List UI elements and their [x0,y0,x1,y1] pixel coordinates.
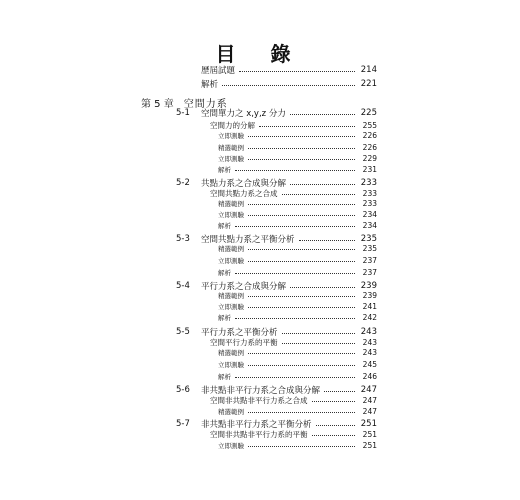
section-number: 5-3 [176,234,190,244]
toc-entry [218,302,377,311]
section-number: 5-4 [176,281,190,291]
page-number: 255 [362,121,377,130]
page-number: 221 [360,79,377,89]
chapter-title: 空間力系 [183,99,228,110]
toc-entry [218,221,377,230]
entry-title: 立即測驗 [218,303,244,311]
dot-leader [248,136,355,137]
toc-entry [218,199,377,208]
entry-title: 空間共點力系之合成 [210,189,278,198]
page-number: 247 [360,385,377,395]
toc-entry [201,78,377,90]
page-number: 243 [362,348,377,357]
toc-entry [218,407,377,416]
dot-leader [312,401,356,402]
toc-entry [218,154,377,163]
entry-title: 歷屆試題 [201,66,236,76]
entry-title: 立即測驗 [218,442,244,450]
toc-entry [210,429,377,440]
dot-leader [324,391,355,392]
page-number: 239 [362,291,377,300]
dot-leader [248,249,355,250]
entry-title: 空間非共點非平行力系的平衡 [210,430,308,439]
page-number: 233 [360,178,377,188]
entry-title: 立即測驗 [218,257,244,265]
entry-title: 精選範例 [218,408,244,416]
toc-entry [218,244,377,253]
entry-title: 平行力系之合成與分解 [201,282,287,292]
toc-entry [210,188,377,199]
entry-title: 非共點非平行力系之平衡分析 [201,420,312,430]
entry-title: 解析 [201,80,219,90]
dot-leader [248,353,355,354]
page-number: 237 [362,268,377,277]
dot-leader [282,194,356,195]
toc-entry [218,441,377,450]
dot-leader [235,226,355,227]
toc-entry [218,291,377,300]
toc-entry [218,268,377,277]
dot-leader [248,215,355,216]
entry-title: 平行力系之平衡分析 [201,328,278,338]
entry-title: 立即測驗 [218,211,244,219]
dot-leader [248,159,355,160]
dot-leader [248,446,355,447]
dot-leader [316,425,355,426]
entry-title: 立即測驗 [218,361,244,369]
page-number: 233 [362,199,377,208]
page-number: 242 [362,313,377,322]
dot-leader [248,307,355,308]
dot-leader [290,114,355,115]
toc-entry [218,165,377,174]
toc-entry [176,107,377,119]
page-number: 247 [362,396,377,405]
section-number: 5-7 [176,419,190,429]
dot-leader [239,71,355,72]
page-number: 251 [362,441,377,450]
section-number: 5-6 [176,385,190,395]
page-number: 243 [362,338,377,347]
entry-title: 立即測驗 [218,155,244,163]
page-number: 239 [360,281,377,291]
page-number: 233 [362,189,377,198]
dot-leader [248,296,355,297]
page-number: 237 [362,256,377,265]
section-number: 5-2 [176,178,190,188]
dot-leader [290,287,355,288]
page-number: 234 [362,210,377,219]
page-number: 235 [362,244,377,253]
toc-entry [218,210,377,219]
toc-entry [218,131,377,140]
page-number: 234 [362,221,377,230]
toc-entry [218,348,377,357]
page-number: 229 [362,154,377,163]
page-number: 246 [362,372,377,381]
dot-leader [259,126,355,127]
page-number: 251 [360,419,377,429]
dot-leader [222,85,355,86]
page-number: 247 [362,407,377,416]
dot-leader [282,333,355,334]
entry-title: 空間非共點非平行力系之合成 [210,396,308,405]
entry-title: 空間共點力系之平衡分析 [201,235,295,245]
toc-entry [201,64,377,76]
page-number: 214 [360,65,377,75]
page-number: 225 [360,108,377,118]
dot-leader [282,343,356,344]
page-number: 251 [362,430,377,439]
chapter-label: 第 5 章 [141,99,174,110]
dot-leader [248,261,355,262]
toc-entry [218,313,377,322]
dot-leader [299,240,355,241]
dot-leader [248,412,355,413]
entry-title: 空間單力之 x,y,z 分力 [201,109,286,119]
toc-entry [210,120,377,131]
entry-title: 非共點非平行力系之合成與分解 [201,386,321,396]
entry-title: 精選範例 [218,200,244,208]
entry-title: 精選範例 [218,292,244,300]
dot-leader [235,318,355,319]
page-number: 226 [362,143,377,152]
dot-leader [248,204,355,205]
toc-entry [210,395,377,406]
toc-entry [218,143,377,152]
entry-title: 精選範例 [218,245,244,253]
page-title: 目 錄 [215,42,305,66]
toc-entry [218,372,377,381]
page-number: 226 [362,131,377,140]
page-number: 245 [362,360,377,369]
dot-leader [248,365,355,366]
entry-title: 解析 [218,373,231,381]
dot-leader [235,170,355,171]
entry-title: 解析 [218,166,231,174]
dot-leader [235,273,355,274]
toc-entry [210,337,377,348]
entry-title: 精選範例 [218,349,244,357]
page-number: 241 [362,302,377,311]
page-number: 243 [360,327,377,337]
section-number: 5-1 [176,108,190,118]
entry-title: 解析 [218,222,231,230]
entry-title: 解析 [218,314,231,322]
page-number: 231 [362,165,377,174]
page-number: 235 [360,234,377,244]
entry-title: 解析 [218,269,231,277]
dot-leader [248,148,355,149]
toc-entry [218,256,377,265]
entry-title: 空間平行力系的平衡 [210,338,278,347]
dot-leader [290,184,355,185]
dot-leader [235,377,355,378]
entry-title: 立即測驗 [218,132,244,140]
entry-title: 共點力系之合成與分解 [201,179,287,189]
entry-title: 精選範例 [218,144,244,152]
entry-title: 空間力的分解 [210,121,255,130]
toc-entry [218,360,377,369]
dot-leader [312,435,356,436]
section-number: 5-5 [176,327,190,337]
